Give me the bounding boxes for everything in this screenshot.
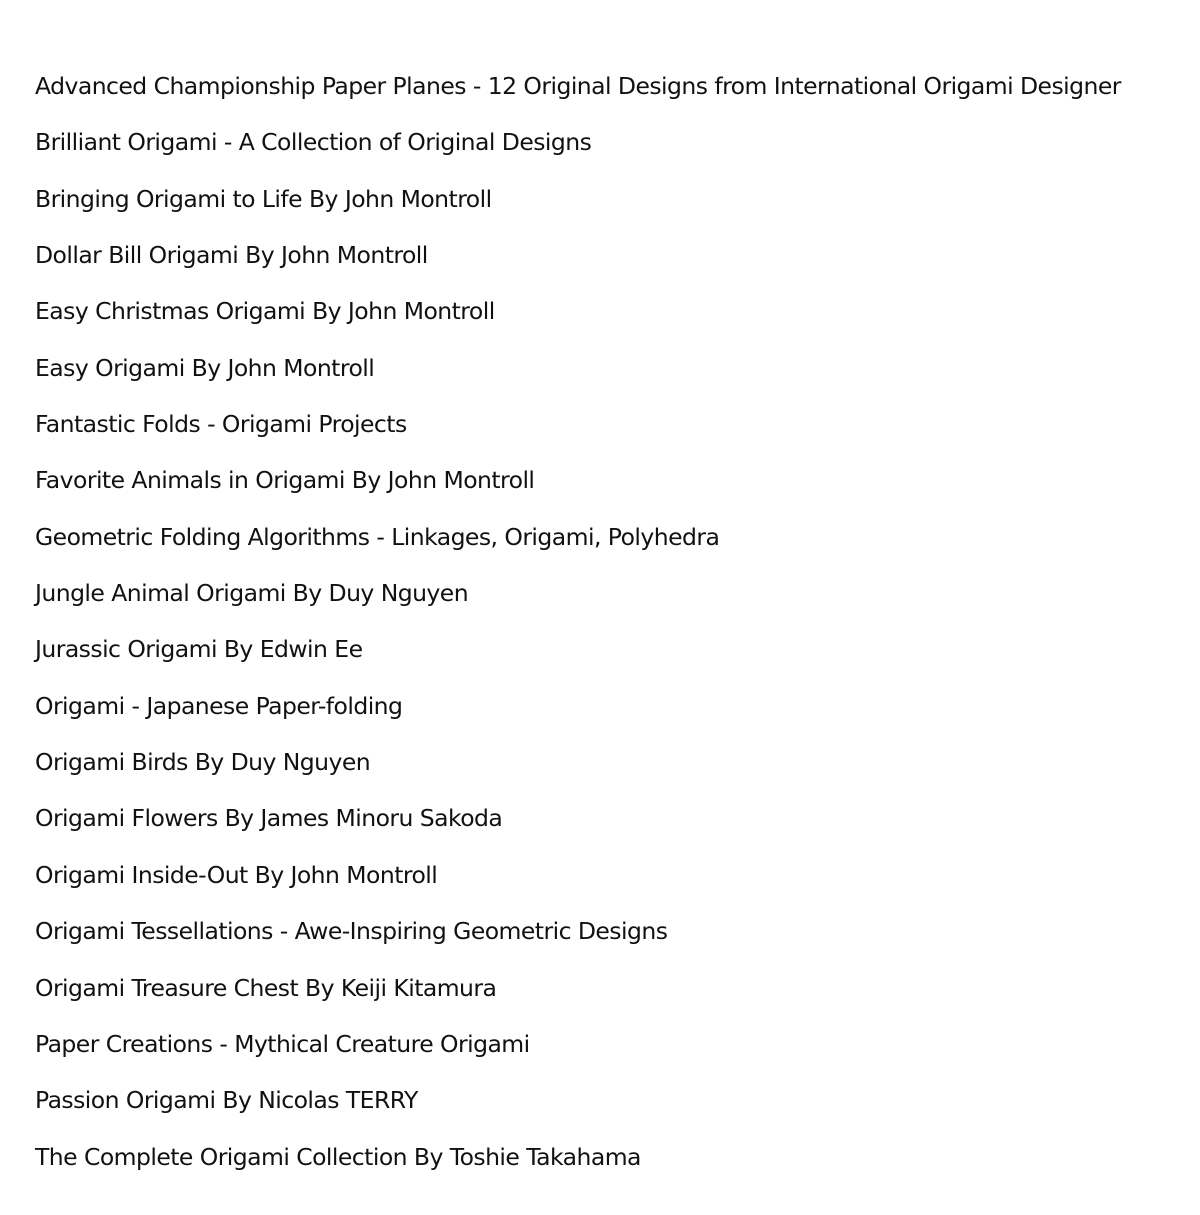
book-title: Passion Origami By Nicolas TERRY xyxy=(35,1086,418,1115)
book-title: Origami Flowers By James Minoru Sakoda xyxy=(35,804,503,833)
book-title: Origami Birds By Duy Nguyen xyxy=(35,748,371,777)
book-title: Easy Origami By John Montroll xyxy=(35,353,375,382)
book-title: Advanced Championship Paper Planes - 12 Original Designs from International Origami Designer xyxy=(35,72,1121,100)
book-title: Origami Inside-Out By John Montroll xyxy=(35,860,438,889)
book-title: Bringing Origami to Life By John Montroll xyxy=(35,184,492,213)
book-title: Brilliant Origami - A Collection of Original Designs xyxy=(35,128,592,157)
book-title: Fantastic Folds - Origami Projects xyxy=(35,410,407,439)
book-title: Easy Christmas Origami By John Montroll xyxy=(35,297,495,326)
book-title: Jurassic Origami By Edwin Ee xyxy=(35,635,363,664)
book-title: Geometric Folding Algorithms - Linkages, Origami, Polyhedra xyxy=(35,522,720,551)
book-title: Origami - Japanese Paper-folding xyxy=(35,691,403,720)
book-title: The Complete Origami Collection By Toshie Takahama xyxy=(35,1142,641,1171)
book-title: Jungle Animal Origami By Duy Nguyen xyxy=(35,579,469,608)
book-title: Origami Tessellations - Awe-Inspiring Geometric Designs xyxy=(35,917,668,946)
book-title: Paper Creations - Mythical Creature Origami xyxy=(35,1029,530,1058)
book-title: Dollar Bill Origami By John Montroll xyxy=(35,241,428,270)
book-title: Favorite Animals in Origami By John Montroll xyxy=(35,466,535,495)
book-title: Origami Treasure Chest By Keiji Kitamura xyxy=(35,973,497,1002)
book-title-list xyxy=(35,68,1185,1195)
